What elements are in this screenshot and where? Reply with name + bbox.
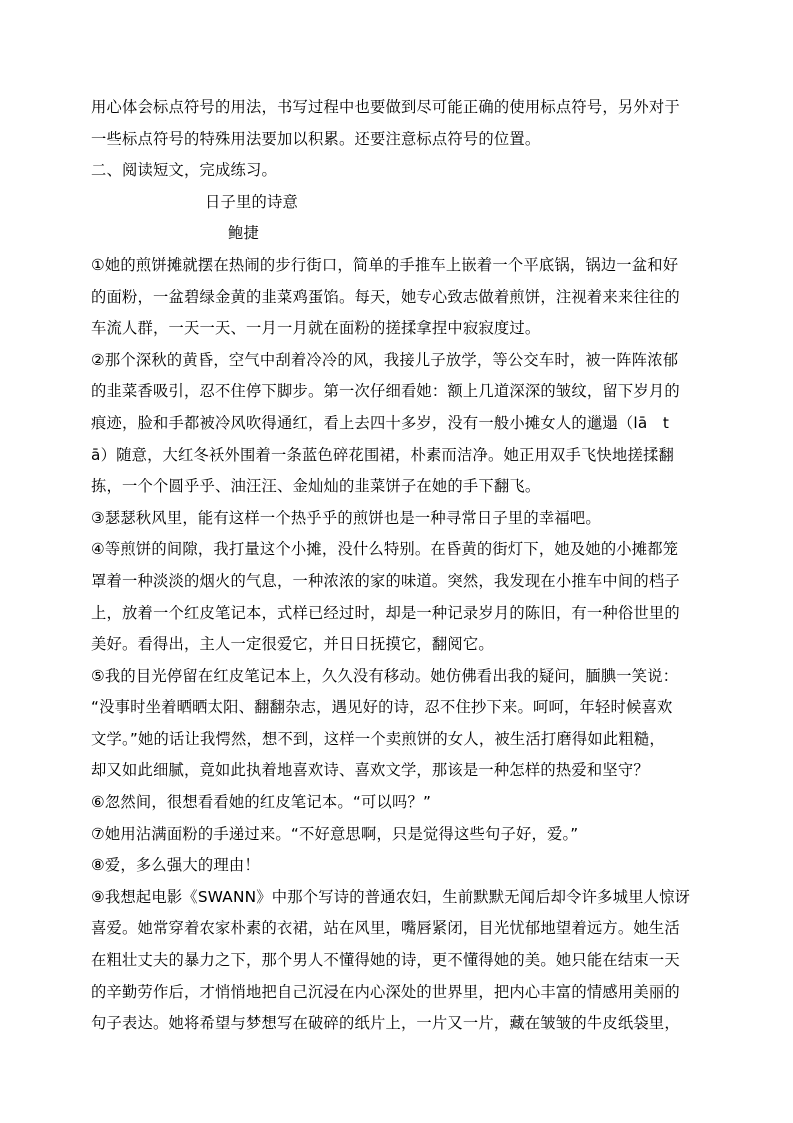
text-line: 的韭菜香吸引，忍不住停下脚步。第一次仔细看她：额上几道深深的皱纹，留下岁月的 [91, 382, 680, 401]
article-author: 鲍捷 [228, 224, 259, 243]
text-line: ⑥忽然间，很想看看她的红皮笔记本。“可以吗？” [91, 793, 432, 812]
text-line: ā）随意，大红冬袄外围着一条蓝色碎花围裙，朴素而洁净。她正用双手飞快地搓揉翻 [91, 445, 674, 464]
text-line: ⑨我想起电影《SWANN》中那个写诗的普通农妇，生前默默无闻后却令许多城里人惊讶 [91, 887, 691, 906]
text-line: 在粗壮丈夫的暴力之下，那个男人不懂得她的诗，更不懂得她的美。她只能在结束一天 [91, 951, 680, 970]
text-line: 喜爱。她常穿着农家朴素的衣裙，站在风里，嘴唇紧闭，目光忧郁地望着远方。她生活 [91, 919, 680, 938]
text-line: 上，放着一个红皮笔记本，式样已经过时，却是一种记录岁月的陈旧，有一种俗世里的 [91, 603, 680, 622]
text-line: 文学。”她的话让我愕然，想不到，这样一个卖煎饼的女人，被生活打磨得如此粗糙， [91, 729, 665, 748]
text-line: 句子表达。她将希望与梦想写在破碎的纸片上，一片又一片，藏在皱皱的牛皮纸袋里， [91, 1014, 680, 1033]
text-line: 却又如此细腻，竟如此执着地喜欢诗、喜欢文学，那该是一种怎样的热爱和坚守？ [91, 761, 649, 780]
text-line: 一些标点符号的特殊用法要加以积累。还要注意标点符号的位置。 [91, 129, 541, 148]
text-line: ⑦她用沾满面粉的手递过来。“不好意思啊，只是觉得这些句子好，爱。” [91, 824, 579, 843]
text-line: “没事时坐着晒晒太阳、翻翻杂志，遇见好的诗，忍不住抄下来。呵呵，年轻时候喜欢 [91, 698, 673, 717]
text-line: 痕迹，脸和手都被冷风吹得通红，看上去四十多岁，没有一般小摊女人的邋遢（lā t [91, 413, 670, 432]
text-line: 用心体会标点符号的用法，书写过程中也要做到尽可能正确的使用标点符号，另外对于 [91, 98, 680, 116]
text-line: ⑤我的目光停留在红皮笔记本上，久久没有移动。她仿佛看出我的疑问，腼腆一笑说： [91, 666, 679, 685]
text-line: ①她的煎饼摊就摆在热闹的步行街口，简单的手推车上嵌着一个平底锅，锅边一盆和好 [91, 255, 679, 274]
text-line: ③瑟瑟秋风里，能有这样一个热乎乎的煎饼也是一种寻常日子里的幸福吧。 [91, 508, 601, 527]
text-line: ②那个深秋的黄昏，空气中刮着冷冷的风，我接儿子放学，等公交车时，被一阵阵浓郁 [91, 350, 679, 369]
article-title: 日子里的诗意 [205, 192, 298, 211]
text-line: 的辛勤劳作后，才悄悄地把自己沉浸在内心深处的世界里，把内心丰富的情感用美丽的 [91, 982, 680, 1001]
text-line: 的面粉，一盆碧绿金黄的韭菜鸡蛋馅。每天，她专心致志做着煎饼，注视着来来往往的 [91, 287, 680, 306]
text-line: ⑧爱，多么强大的理由！ [91, 856, 260, 875]
text-line: 罩着一种淡淡的烟火的气息，一种浓浓的家的味道。突然，我发现在小推车中间的档子 [91, 571, 680, 590]
text-line: 车流人群，一天一天、一月一月就在面粉的搓揉拿捏中寂寂度过。 [91, 319, 541, 338]
text-line: 美好。看得出，主人一定很爱它，并日日抚摸它，翻阅它。 [91, 635, 494, 654]
section-heading: 二、阅读短文，完成练习。 [91, 161, 277, 180]
text-line: ④等煎饼的间隙，我打量这个小摊，没什么特别。在昏黄的街灯下，她及她的小摊都笼 [91, 540, 679, 559]
text-line: 拣，一个个圆乎乎、油汪汪、金灿灿的韭菜饼子在她的手下翻飞。 [91, 477, 541, 496]
document-body [91, 92, 707, 1040]
